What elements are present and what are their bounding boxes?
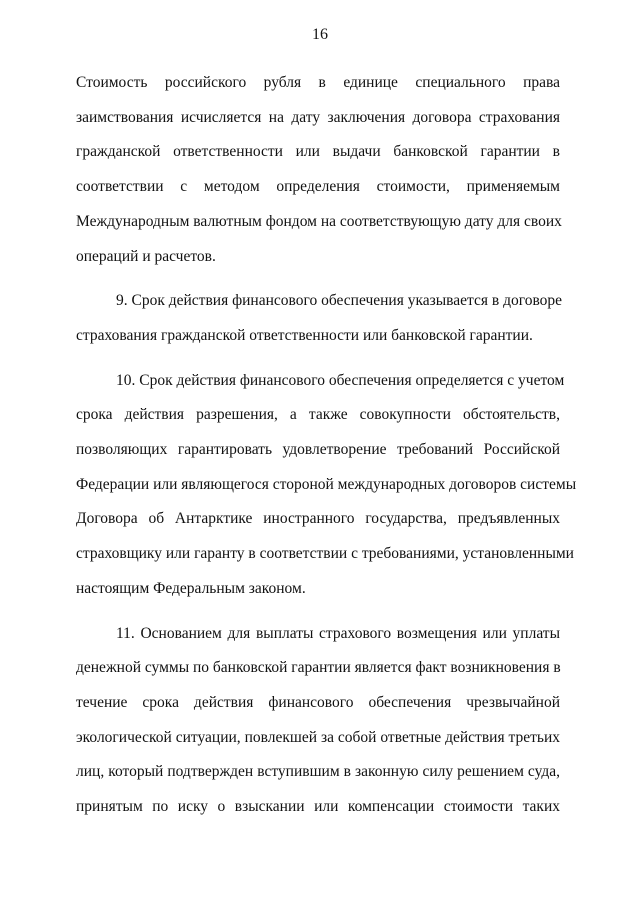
text-line: Договора об Антарктике иностранного государства, предъявленных	[76, 510, 560, 528]
paragraph-item-11	[76, 617, 560, 825]
text-line: настоящим Федеральным законом.	[76, 579, 306, 597]
text-line: экологической ситуации, повлекшей за собой ответные действия третьих	[76, 728, 560, 746]
paragraph-sdr-value	[76, 66, 560, 274]
text-line: Федерации или являющегося стороной международных договоров системы	[76, 475, 577, 493]
text-line: страхования гражданской ответственности или банковской гарантии.	[76, 326, 533, 344]
text-line: соответствии с методом определения стоимости, применяемым	[76, 178, 560, 196]
text-line: лиц, который подтвержден вступившим в законную силу решением суда,	[76, 763, 560, 781]
text-line: 9. Срок действия финансового обеспечения указывается в договоре	[116, 292, 563, 310]
page-number: 16	[312, 26, 328, 43]
text-line: течение срока действия финансового обеспечения чрезвычайной	[76, 693, 560, 711]
text-line: Международным валютным фондом на соответствующую дату для своих	[76, 212, 562, 230]
text-line: 10. Срок действия финансового обеспечения определяется с учетом	[116, 371, 565, 389]
text-line: страховщику или гаранту в соответствии с требованиями, установленными	[76, 545, 574, 563]
text-line: позволяющих гарантировать удовлетворение требований Российской	[76, 441, 560, 459]
text-line: заимствования исчисляется на дату заключения договора страхования	[76, 108, 560, 126]
text-line: срока действия разрешения, а также совокупности обстоятельств,	[76, 406, 560, 424]
paragraph-item-9	[76, 284, 563, 353]
document-body	[76, 66, 577, 825]
paragraph-item-10	[76, 364, 577, 607]
text-line: принятым по иску о взыскании или компенсации стоимости таких	[76, 798, 560, 816]
text-line: гражданской ответственности или выдачи банковской гарантии в	[76, 143, 560, 161]
text-line: операций и расчетов.	[76, 247, 216, 265]
text-line: денежной суммы по банковской гарантии является факт возникновения в	[76, 659, 561, 677]
text-line: Стоимость российского рубля в единице специального права	[76, 74, 560, 91]
text-line: 11. Основанием для выплаты страхового возмещения или уплаты	[116, 624, 560, 642]
